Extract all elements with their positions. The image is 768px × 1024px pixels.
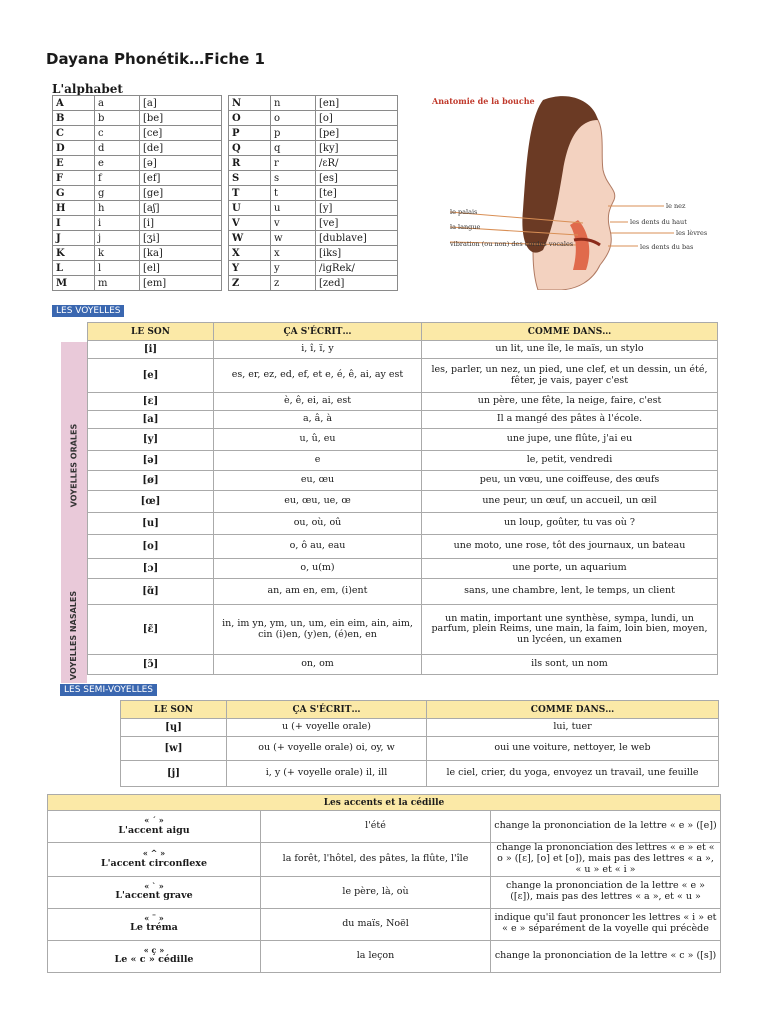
anatomy-title: Anatomie de la bouche	[432, 96, 535, 106]
alphabet-row	[53, 261, 398, 276]
letter-uppercase: X	[229, 246, 271, 261]
alphabet-gap	[222, 201, 229, 216]
voyelle-exemples: Il a mangé des pâtes à l'école.	[422, 411, 718, 429]
accent-regle: change la prononciation de la lettre « e » ([ɛ]), mais pas des lettres « a », et « u »	[491, 876, 721, 908]
voyelle-row	[88, 393, 718, 411]
alphabet-row	[53, 201, 398, 216]
accent-row	[48, 908, 721, 940]
letter-lowercase: z	[271, 276, 316, 291]
letter-uppercase: Z	[229, 276, 271, 291]
accent-exemple: l'été	[261, 811, 491, 843]
letter-phonetic: [en]	[316, 96, 398, 111]
letter-phonetic: [zed]	[316, 276, 398, 291]
semi-voyelles-tab: LES SEMI-VOYELLES	[60, 684, 157, 696]
letter-uppercase: K	[53, 246, 95, 261]
letter-phonetic: [em]	[140, 276, 222, 291]
voyelle-ecrit: i, î, ï, y	[214, 341, 422, 359]
alphabet-row	[53, 111, 398, 126]
letter-uppercase: R	[229, 156, 271, 171]
voyelle-row	[88, 359, 718, 393]
voyelle-ecrit: es, er, ez, ed, ef, et e, é, ê, ai, ay est	[214, 359, 422, 393]
letter-lowercase: p	[271, 126, 316, 141]
letter-phonetic: /ɛR/	[316, 156, 398, 171]
letter-uppercase: P	[229, 126, 271, 141]
alphabet-gap	[222, 231, 229, 246]
letter-lowercase: w	[271, 231, 316, 246]
letter-uppercase: H	[53, 201, 95, 216]
voyelle-row	[88, 451, 718, 471]
alphabet-row	[53, 156, 398, 171]
accent-exemple: du maïs, Noël	[261, 908, 491, 940]
letter-lowercase: v	[271, 216, 316, 231]
letter-phonetic: [o]	[316, 111, 398, 126]
letter-lowercase: k	[95, 246, 140, 261]
semi-voyelle-row	[121, 737, 719, 761]
semi-exemples: lui, tuer	[427, 719, 719, 737]
letter-lowercase: s	[271, 171, 316, 186]
voyelle-exemples: un matin, important une synthèse, sympa, lundi, un parfum, plein Reims, une main, la faim, loin bien, moyen, un lycéen, un examen	[422, 605, 718, 655]
letter-uppercase: T	[229, 186, 271, 201]
letter-lowercase: l	[95, 261, 140, 276]
voyelle-row	[88, 411, 718, 429]
semi-exemples: oui une voiture, nettoyer, le web	[427, 737, 719, 761]
accent-symbol: « ` »	[144, 881, 164, 892]
letter-phonetic: [ka]	[140, 246, 222, 261]
alphabet-row	[53, 216, 398, 231]
label-dents-bas: les dents du bas	[640, 243, 694, 251]
letter-phonetic: [de]	[140, 141, 222, 156]
letter-uppercase: J	[53, 231, 95, 246]
letter-uppercase: U	[229, 201, 271, 216]
voyelle-row	[88, 429, 718, 451]
accents-table	[47, 794, 721, 973]
accent-symbol: « ¨ »	[144, 913, 164, 924]
voyelle-exemples: une moto, une rose, tôt des journaux, un bateau	[422, 535, 718, 559]
voyelle-son: [ɔ]	[88, 559, 214, 579]
alphabet-row	[53, 231, 398, 246]
voyelle-son: [y]	[88, 429, 214, 451]
letter-lowercase: u	[271, 201, 316, 216]
accent-exemple: la forêt, l'hôtel, des pâtes, la flûte, l'île	[261, 843, 491, 877]
letter-phonetic: [pe]	[316, 126, 398, 141]
letter-phonetic: [ge]	[140, 186, 222, 201]
voyelle-ecrit: o, u(m)	[214, 559, 422, 579]
letter-uppercase: L	[53, 261, 95, 276]
alphabet-row	[53, 276, 398, 291]
label-palais: le palais	[450, 208, 478, 216]
alphabet-gap	[222, 276, 229, 291]
semi-ecrit: i, y (+ voyelle orale) il, ill	[227, 761, 427, 787]
voyelle-exemples: une peur, un œuf, un accueil, un œil	[422, 491, 718, 513]
letter-lowercase: e	[95, 156, 140, 171]
voyelle-row	[88, 535, 718, 559]
accent-exemple: le père, là, où	[261, 876, 491, 908]
letter-phonetic: [ə]	[140, 156, 222, 171]
voyelle-exemples: le, petit, vendredi	[422, 451, 718, 471]
voyelle-ecrit: eu, œu	[214, 471, 422, 491]
voyelle-row	[88, 579, 718, 605]
letter-lowercase: h	[95, 201, 140, 216]
alphabet-table	[52, 95, 398, 291]
voyelle-exemples: ils sont, un nom	[422, 655, 718, 675]
letter-lowercase: d	[95, 141, 140, 156]
header-son: LE SON	[88, 323, 214, 341]
letter-lowercase: a	[95, 96, 140, 111]
alphabet-gap	[222, 141, 229, 156]
voyelle-ecrit: an, am en, em, (i)ent	[214, 579, 422, 605]
letter-uppercase: N	[229, 96, 271, 111]
voyelle-row	[88, 655, 718, 675]
letter-uppercase: W	[229, 231, 271, 246]
accent-name-cell	[48, 876, 261, 908]
voyelle-exemples: les, parler, un nez, un pied, une clef, et un dessin, un été, fêter, je vais, payer c'est	[422, 359, 718, 393]
label-levres: les lèvres	[676, 229, 708, 237]
letter-phonetic: [be]	[140, 111, 222, 126]
voyelle-son: [ɔ̃]	[88, 655, 214, 675]
alphabet-row	[53, 171, 398, 186]
letter-uppercase: O	[229, 111, 271, 126]
semi-ecrit: ou (+ voyelle orale) oi, oy, w	[227, 737, 427, 761]
semi-header-ecrit: ÇA S'ÉCRIT…	[227, 701, 427, 719]
voyelle-row	[88, 471, 718, 491]
accent-row	[48, 940, 721, 972]
letter-uppercase: S	[229, 171, 271, 186]
accent-name: L'accent grave	[115, 890, 193, 902]
letter-uppercase: Q	[229, 141, 271, 156]
voyelle-ecrit: ou, où, oû	[214, 513, 422, 535]
alphabet-gap	[222, 111, 229, 126]
accent-regle: change la prononciation de la lettre « c » ([s])	[491, 940, 721, 972]
letter-lowercase: i	[95, 216, 140, 231]
label-langue: la langue	[450, 223, 481, 231]
accent-exemple: la leçon	[261, 940, 491, 972]
voyelle-son: [a]	[88, 411, 214, 429]
accent-symbol: « ´ »	[144, 815, 164, 826]
voyelle-son: [ə]	[88, 451, 214, 471]
letter-uppercase: Y	[229, 261, 271, 276]
alphabet-gap	[222, 126, 229, 141]
semi-voyelle-row	[121, 761, 719, 787]
alphabet-row	[53, 126, 398, 141]
letter-phonetic: [aʃ]	[140, 201, 222, 216]
letter-lowercase: f	[95, 171, 140, 186]
letter-lowercase: m	[95, 276, 140, 291]
letter-phonetic: [iks]	[316, 246, 398, 261]
voyelles-tab: LES VOYELLES	[52, 305, 124, 317]
voyelle-exemples: une jupe, une flûte, j'ai eu	[422, 429, 718, 451]
voyelle-son: [e]	[88, 359, 214, 393]
side-label-nasales: VOYELLES NASALES	[61, 588, 87, 683]
header-ecrit: ÇA S'ÉCRIT…	[214, 323, 422, 341]
accent-name-cell	[48, 811, 261, 843]
accent-symbol: « ç »	[143, 945, 165, 956]
label-dents-haut: les dents du haut	[630, 218, 687, 226]
alphabet-gap	[222, 171, 229, 186]
letter-phonetic: [ʒi]	[140, 231, 222, 246]
letter-uppercase: I	[53, 216, 95, 231]
voyelle-exemples: un lit, une île, le maïs, un stylo	[422, 341, 718, 359]
letter-phonetic: [ve]	[316, 216, 398, 231]
voyelle-row	[88, 513, 718, 535]
voyelle-row	[88, 605, 718, 655]
letter-uppercase: C	[53, 126, 95, 141]
alphabet-gap	[222, 96, 229, 111]
letter-phonetic: [dublave]	[316, 231, 398, 246]
voyelle-son: [œ]	[88, 491, 214, 513]
letter-lowercase: o	[271, 111, 316, 126]
letter-phonetic: [ef]	[140, 171, 222, 186]
voyelle-exemples: un père, une fête, la neige, faire, c'est	[422, 393, 718, 411]
accent-row	[48, 811, 721, 843]
voyelle-son: [ɑ̃]	[88, 579, 214, 605]
mouth-anatomy-figure	[428, 90, 720, 290]
semi-son: [ɥ]	[121, 719, 227, 737]
accent-name: Le tréma	[130, 922, 178, 934]
letter-uppercase: B	[53, 111, 95, 126]
voyelle-ecrit: in, im yn, ym, un, um, ein eim, ain, aim, cin (i)en, (y)en, (é)en, en	[214, 605, 422, 655]
letter-uppercase: D	[53, 141, 95, 156]
letter-lowercase: y	[271, 261, 316, 276]
header-dans: COMME DANS…	[422, 323, 718, 341]
semi-header-son: LE SON	[121, 701, 227, 719]
voyelle-ecrit: a, â, à	[214, 411, 422, 429]
voyelle-son: [u]	[88, 513, 214, 535]
semi-son: [j]	[121, 761, 227, 787]
accent-regle: change la prononciation des lettres « e » et « o » ([ɛ], [o] et [o]), mais pas des lettres « a », « u » et « i »	[491, 843, 721, 877]
accent-name: L'accent circonflexe	[100, 857, 208, 869]
semi-ecrit: u (+ voyelle orale)	[227, 719, 427, 737]
accent-name-cell	[48, 908, 261, 940]
voyelle-son: [ɛ̃]	[88, 605, 214, 655]
letter-phonetic: [te]	[316, 186, 398, 201]
letter-uppercase: A	[53, 96, 95, 111]
letter-uppercase: G	[53, 186, 95, 201]
letter-phonetic: [i]	[140, 216, 222, 231]
voyelle-ecrit: o, ô au, eau	[214, 535, 422, 559]
accent-name: L'accent aigu	[118, 824, 190, 836]
voyelle-ecrit: e	[214, 451, 422, 471]
alphabet-gap	[222, 156, 229, 171]
letter-phonetic: [ky]	[316, 141, 398, 156]
semi-son: [w]	[121, 737, 227, 761]
letter-lowercase: x	[271, 246, 316, 261]
voyelle-exemples: sans, une chambre, lent, le temps, un client	[422, 579, 718, 605]
accent-regle: indique qu'il faut prononcer les lettres « i » et « e » séparément de la voyelle qui précède	[491, 908, 721, 940]
voyelle-row	[88, 559, 718, 579]
voyelle-ecrit: eu, œu, ue, œ	[214, 491, 422, 513]
alphabet-gap	[222, 261, 229, 276]
voyelle-row	[88, 491, 718, 513]
alphabet-row	[53, 246, 398, 261]
letter-phonetic: [ce]	[140, 126, 222, 141]
voyelle-ecrit: u, û, eu	[214, 429, 422, 451]
letter-lowercase: g	[95, 186, 140, 201]
letter-uppercase: F	[53, 171, 95, 186]
letter-lowercase: r	[271, 156, 316, 171]
voyelle-exemples: peu, un vœu, une coiffeuse, des œufs	[422, 471, 718, 491]
voyelle-row	[88, 341, 718, 359]
semi-exemples: le ciel, crier, du yoga, envoyez un travail, une feuille	[427, 761, 719, 787]
letter-lowercase: b	[95, 111, 140, 126]
voyelle-ecrit: è, ê, ei, ai, est	[214, 393, 422, 411]
label-nez: le nez	[666, 202, 686, 210]
voyelle-son: [ɛ]	[88, 393, 214, 411]
accent-regle: change la prononciation de la lettre « e » ([e])	[491, 811, 721, 843]
letter-phonetic: [es]	[316, 171, 398, 186]
alphabet-heading: L'alphabet	[52, 82, 123, 96]
voyelles-table	[87, 322, 718, 675]
voyelle-son: [ø]	[88, 471, 214, 491]
alphabet-row	[53, 96, 398, 111]
voyelle-ecrit: on, om	[214, 655, 422, 675]
voyelle-exemples: une porte, un aquarium	[422, 559, 718, 579]
letter-lowercase: q	[271, 141, 316, 156]
accent-row	[48, 876, 721, 908]
alphabet-row	[53, 141, 398, 156]
letter-uppercase: E	[53, 156, 95, 171]
letter-phonetic: [a]	[140, 96, 222, 111]
side-label-orales: VOYELLES ORALES	[61, 342, 87, 588]
alphabet-gap	[222, 186, 229, 201]
letter-phonetic: [el]	[140, 261, 222, 276]
letter-lowercase: n	[271, 96, 316, 111]
accent-name: Le « c » cédille	[114, 954, 194, 966]
accent-row	[48, 843, 721, 877]
letter-uppercase: V	[229, 216, 271, 231]
letter-uppercase: M	[53, 276, 95, 291]
accent-symbol: « ^ »	[142, 848, 166, 859]
accent-name-cell	[48, 940, 261, 972]
label-vibration: vibration (ou non) des cordes vocales	[450, 240, 574, 248]
voyelle-son: [i]	[88, 341, 214, 359]
page-title: Dayana Phonétik…Fiche 1	[46, 50, 265, 68]
alphabet-row	[53, 186, 398, 201]
semi-header-dans: COMME DANS…	[427, 701, 719, 719]
letter-lowercase: c	[95, 126, 140, 141]
head-profile-illustration	[428, 90, 720, 290]
alphabet-gap	[222, 216, 229, 231]
letter-phonetic: /igRek/	[316, 261, 398, 276]
letter-phonetic: [y]	[316, 201, 398, 216]
semi-voyelles-table	[120, 700, 719, 787]
letter-lowercase: t	[271, 186, 316, 201]
voyelle-exemples: un loup, goûter, tu vas où ?	[422, 513, 718, 535]
alphabet-gap	[222, 246, 229, 261]
letter-lowercase: j	[95, 231, 140, 246]
semi-voyelle-row	[121, 719, 719, 737]
accents-title: Les accents et la cédille	[48, 795, 721, 811]
voyelle-son: [o]	[88, 535, 214, 559]
accent-name-cell	[48, 843, 261, 877]
